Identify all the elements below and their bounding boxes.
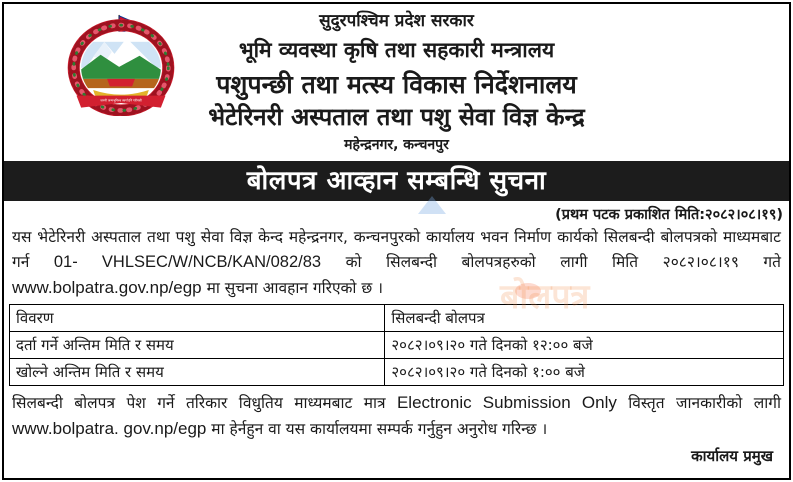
footer-segment-3: मा हेर्नहुन वा यस कार्यालयमा सम्पर्क गर्नुहुन अनुरोध गरिन्छ । bbox=[206, 420, 548, 439]
body-segment-2: को सिलबन्दी बोलपत्रहरुको लागी मिति २०८२।०८।१९ गते bbox=[321, 253, 781, 272]
column-header-sealed-bid: सिलबन्दी बोलपत्र bbox=[385, 305, 784, 332]
ministry-line: भूमि व्यवस्था कृषि तथा सहकारी मन्त्रालय bbox=[238, 37, 555, 62]
table-row bbox=[10, 359, 784, 386]
bolpatra-website-link[interactable]: www.bolpatra.gov.np/egp bbox=[12, 278, 202, 298]
body-segment-1: यस भेटेरिनरी अस्पताल तथा पशु सेवा विज्ञ केन्द महेन्द्रनगर, कन्चनपुरको कार्यालय भवन निर्माण कार्यको सिलबन्दी बोलपत्रको माध्यमबाट गर्न bbox=[12, 228, 781, 272]
body-segment-3: मा सुचना आवहान गरिएको छ । bbox=[201, 279, 384, 298]
nepal-emblem-logo bbox=[64, 14, 178, 116]
table-header-row bbox=[10, 305, 784, 332]
office-name-line: भेटेरिनरी अस्पताल तथा पशु सेवा विज्ञ केन्द्र bbox=[208, 103, 585, 132]
nepal-emblem-icon bbox=[64, 14, 178, 116]
opening-deadline-label: खोल्ने अन्तिम मिति र समय bbox=[10, 359, 385, 386]
footer-segment-2: विस्तृत जानकारीको लागी bbox=[616, 394, 781, 413]
published-date: (प्रथम पटक प्रकाशित मिति:२०८२।०८।१९) bbox=[555, 207, 783, 224]
bolpatra-website-link-footer[interactable]: www.bolpatra. gov.np/egp bbox=[12, 419, 207, 439]
registration-deadline-value: २०८२।०९।२० गते दिनको १२:०० बजे bbox=[385, 332, 784, 359]
directorate-line: पशुपन्छी तथा मत्स्य विकास निर्देशनालय bbox=[216, 69, 577, 99]
emblem-motto-text: जननी जन्मभूमिश्च स्वर्गादपि गरीयसी bbox=[100, 98, 142, 103]
registration-deadline-label: दर्ता गर्ने अन्तिम मिति र समय bbox=[10, 332, 385, 359]
notice-title-banner: बोलपत्र आव्हान सम्बन्धि सुचना bbox=[4, 161, 789, 201]
office-chief-signature: कार्यालय प्रमुख bbox=[691, 447, 773, 466]
watermark-text: बोलपत्र bbox=[500, 277, 590, 317]
opening-deadline-value: २०८२।०९।२० गते दिनको १:०० बजे bbox=[385, 359, 784, 386]
province-government-line: सुदुरपश्चिम प्रदेश सरकार bbox=[319, 11, 474, 31]
tender-number: 01- VHLSEC/W/NCB/KAN/082/83 bbox=[53, 253, 322, 272]
notice-body-paragraph bbox=[4, 225, 789, 301]
notice-footer-paragraph bbox=[4, 390, 789, 442]
electronic-submission-phrase: Electronic Submission Only bbox=[396, 393, 617, 413]
column-header-description: विवरण bbox=[10, 305, 385, 332]
tender-schedule-table bbox=[9, 304, 784, 386]
footer-segment-1: सिलबन्दी बोलपत्र पेश गर्ने तरिकार विधुतिय माध्यमबाट मात्र bbox=[12, 394, 397, 413]
office-location-line: महेन्द्रनगर, कन्चनपुर bbox=[344, 137, 449, 154]
table-row bbox=[10, 332, 784, 359]
